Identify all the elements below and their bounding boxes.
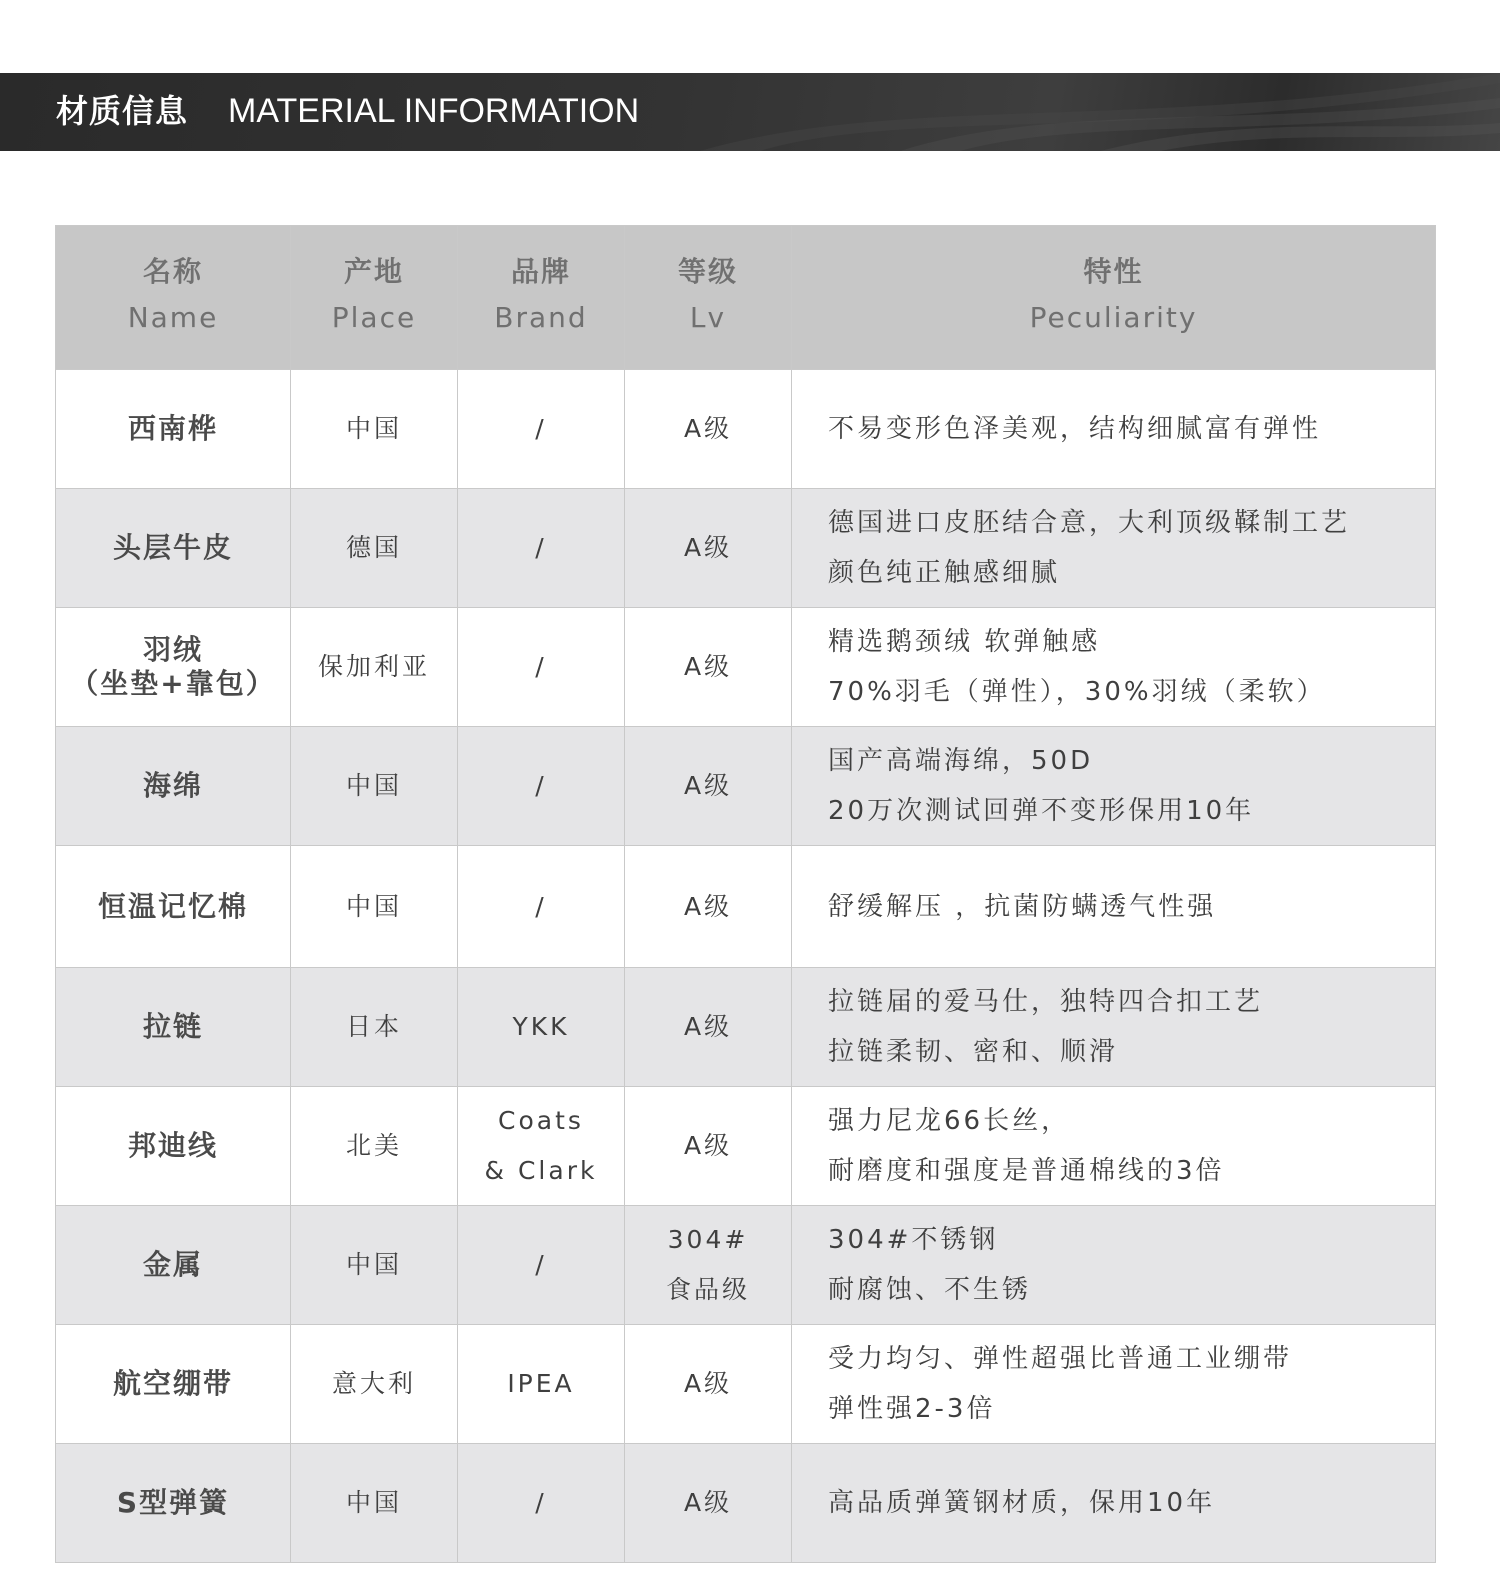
cell-text: 海绵 [142,769,203,802]
cell-text: A级 [683,1369,733,1398]
cell-text: 304#不锈钢 [828,1225,999,1255]
cell-text: 不易变形色泽美观，结构细腻富有弹性 [828,414,1322,444]
header-label-cn: 产地 [343,254,404,288]
cell-name [56,1206,291,1325]
cell-brand [458,370,625,489]
cell-text: 航空绷带 [112,1367,233,1400]
cell-text: YKK [512,1012,570,1041]
table-row [56,489,1436,608]
cell-text: 304# [667,1225,749,1254]
header-brand [458,226,625,370]
cell-place: 意大利 [291,1325,458,1444]
cell-place: 中国 [291,1444,458,1563]
cell-level [625,489,792,608]
cell-text: 20万次测试回弹不变形保用10年 [828,796,1255,826]
header-label-cn: 品牌 [510,254,571,288]
table-row [56,1206,1436,1325]
header-label-cn: 名称 [142,254,203,288]
cell-feature [792,727,1436,846]
table-row [56,1087,1436,1206]
cell-text: 强力尼龙66长丝， [828,1106,1071,1136]
cell-text: 国产高端海绵，50D [828,746,1094,776]
cell-text: 邦迪线 [127,1129,218,1162]
cell-feature [792,1444,1436,1563]
cell-text: 耐磨度和强度是普通棉线的3倍 [828,1156,1225,1186]
cell-brand [458,1087,625,1206]
header-name [56,226,291,370]
cell-brand [458,846,625,968]
section-title [56,73,639,151]
cell-text: 恒温记忆棉 [97,889,248,923]
header-level [625,226,792,370]
cell-text: 羽绒 [142,633,203,666]
cell-text: / [535,652,547,681]
cell-name [56,608,291,727]
table-header-row [56,226,1436,370]
cell-text: 精选鹅颈绒 软弹触感 [828,627,1101,657]
cell-level [625,1325,792,1444]
table-row [56,1444,1436,1563]
cell-text: 德国进口皮胚结合意，大利顶级鞣制工艺 [828,508,1351,538]
cell-text: S型弹簧 [116,1486,230,1519]
cell-name [56,968,291,1087]
cell-text: / [535,414,547,443]
cell-brand [458,608,625,727]
cell-name [56,727,291,846]
cell-feature [792,968,1436,1087]
cell-name [56,1087,291,1206]
cell-text: A级 [683,891,733,921]
cell-text: A级 [683,1488,733,1517]
cell-place: 中国 [291,846,458,968]
table-row [56,608,1436,727]
cell-text: 70%羽毛（弹性），30%羽绒（柔软） [828,677,1326,707]
cell-brand [458,1206,625,1325]
cell-brand [458,489,625,608]
cell-text: 拉链届的爱马仕，独特四合扣工艺 [828,987,1264,1017]
cell-text: IPEA [507,1369,575,1398]
cell-level [625,1087,792,1206]
header-label-en: Name [127,300,219,334]
cell-place: 德国 [291,489,458,608]
cell-feature [792,1325,1436,1444]
header-label-en: Brand [494,300,588,334]
cell-brand [458,727,625,846]
cell-feature [792,1087,1436,1206]
cell-place: 中国 [291,727,458,846]
header-label-cn: 特性 [1083,254,1144,288]
material-table [55,225,1436,1563]
table-row [56,968,1436,1087]
cell-name [56,489,291,608]
cell-level [625,1444,792,1563]
header-place [291,226,458,370]
cell-text: A级 [683,652,733,681]
cell-level [625,968,792,1087]
cell-text: 颜色纯正触感细腻 [828,558,1061,588]
cell-text: / [535,1250,547,1279]
cell-text: 舒缓解压 ，抗菌防螨透气性强 [828,891,1217,922]
section-title-cn: 材质信息 [56,92,189,130]
cell-text: / [535,533,547,562]
header-label-cn: 等级 [677,254,738,288]
table-row [56,846,1436,968]
header-label-en: Place [331,300,417,334]
cell-place: 北美 [291,1087,458,1206]
cell-text: 食品级 [665,1275,750,1304]
cell-level [625,727,792,846]
cell-text: A级 [683,1012,733,1041]
cell-text: 拉链 [142,1010,203,1043]
table-row [56,370,1436,489]
cell-text: 高品质弹簧钢材质，保用10年 [828,1488,1216,1518]
cell-brand [458,1444,625,1563]
cell-feature [792,846,1436,968]
cell-name [56,846,291,968]
cell-level [625,1206,792,1325]
section-banner [0,73,1500,151]
table-row [56,1325,1436,1444]
cell-text: 弹性强2-3倍 [828,1394,996,1424]
cell-text: 金属 [142,1248,203,1281]
cell-text: A级 [683,414,733,443]
cell-feature [792,608,1436,727]
header-peculiarity [792,226,1436,370]
cell-feature [792,370,1436,489]
cell-text: A级 [683,1131,733,1160]
cell-text: 头层牛皮 [112,531,233,564]
cell-brand [458,968,625,1087]
cell-text: & Clark [484,1156,598,1185]
material-table-container [55,225,1435,1563]
cell-text: A级 [683,771,733,800]
cell-text: 耐腐蚀、不生锈 [828,1275,1032,1305]
cell-place: 中国 [291,1206,458,1325]
cell-text: / [535,891,547,921]
cell-text: 拉链柔韧、密和、顺滑 [828,1037,1119,1067]
cell-text: Coats [498,1106,584,1135]
cell-text: / [535,1488,547,1517]
cell-text: A级 [683,533,733,562]
cell-place: 中国 [291,370,458,489]
header-label-en: Peculiarity [1029,300,1198,334]
table-row [56,727,1436,846]
cell-name [56,1325,291,1444]
cell-place: 保加利亚 [291,608,458,727]
header-label-en: Lv [689,300,727,334]
cell-name [56,1444,291,1563]
cell-feature [792,1206,1436,1325]
cell-level [625,370,792,489]
cell-text: 西南桦 [127,412,218,445]
cell-brand [458,1325,625,1444]
section-title-en: MATERIAL INFORMATION [228,92,640,130]
cell-text: （坐垫+靠包） [70,667,276,700]
cell-place: 日本 [291,968,458,1087]
cell-level [625,846,792,968]
cell-text: / [535,771,547,800]
cell-text: 受力均匀、弹性超强比普通工业绷带 [828,1344,1293,1374]
cell-level [625,608,792,727]
cell-feature [792,489,1436,608]
cell-name [56,370,291,489]
